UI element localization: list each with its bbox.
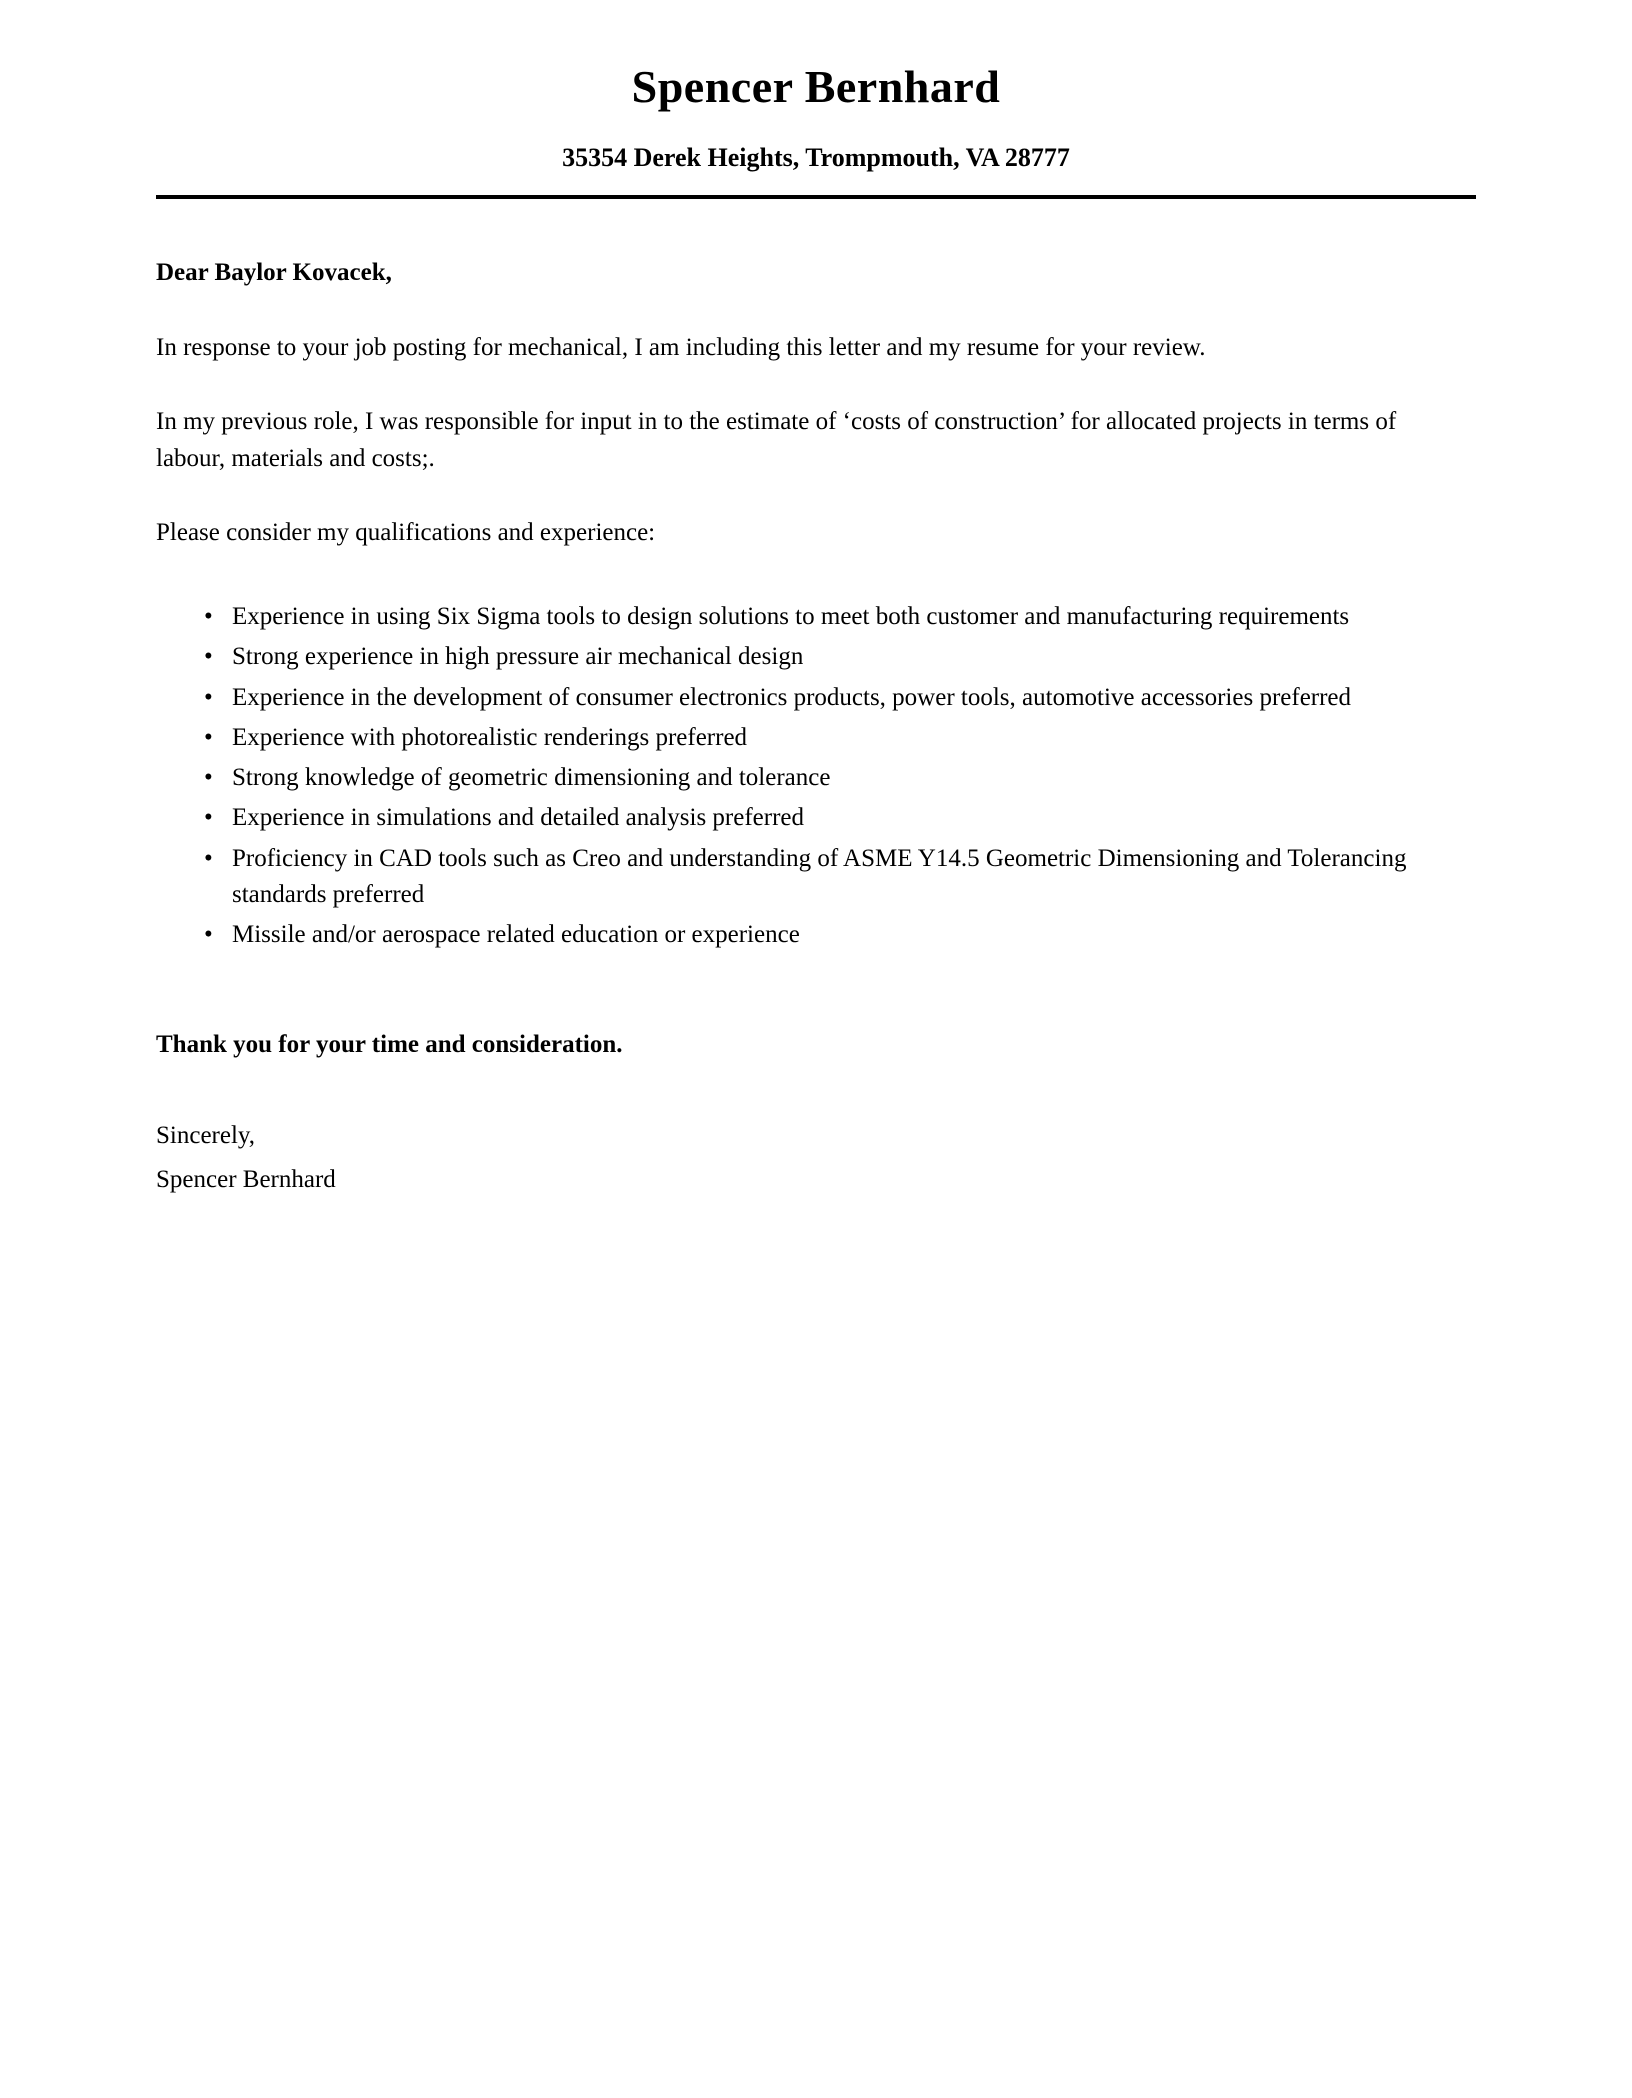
list-item: • Experience in using Six Sigma tools to design solutions to meet both customer and manufacturing requirements <box>204 599 1414 635</box>
list-item: • Strong knowledge of geometric dimensioning and tolerance <box>204 760 1414 796</box>
qualifications-intro-paragraph: Please consider my qualifications and experience: <box>156 518 656 546</box>
signature-name: Spencer Bernhard <box>156 1165 336 1193</box>
closing-salutation: Sincerely, <box>156 1122 256 1150</box>
intro-paragraph: In response to your job posting for mechanical, I am including this letter and my resume for your review. <box>156 334 1206 361</box>
list-item: • Experience with photorealistic renderings preferred <box>204 720 1414 756</box>
letter-author-name: Spencer Bernhard <box>631 61 1001 112</box>
closing-thanks: Thank you for your time and consideration. <box>156 1031 623 1059</box>
letter-author-address: 35354 Derek Heights, Trompmouth, VA 28777 <box>562 143 1070 172</box>
list-item: • Proficiency in CAD tools such as Creo and understanding of ASME Y14.5 Geometric Dimensioning and Tolerancing standards preferred <box>204 841 1414 914</box>
list-item: • Experience in simulations and detailed analysis preferred <box>204 800 1414 836</box>
list-item: • Missile and/or aerospace related education or experience <box>204 917 1414 953</box>
header-divider <box>156 195 1476 199</box>
list-item: • Experience in the development of consumer electronics products, power tools, automotive accessories preferred <box>204 680 1414 716</box>
letter-header <box>156 60 1476 173</box>
list-item: • Strong experience in high pressure air mechanical design <box>204 639 1414 675</box>
salutation: Dear Baylor Kovacek, <box>156 259 392 286</box>
qualifications-list <box>204 599 1476 953</box>
previous-role-paragraph: In my previous role, I was responsible for input in to the estimate of ‘costs of construction’ for allocated projects in terms of labour, materials and costs;. <box>156 407 1397 472</box>
